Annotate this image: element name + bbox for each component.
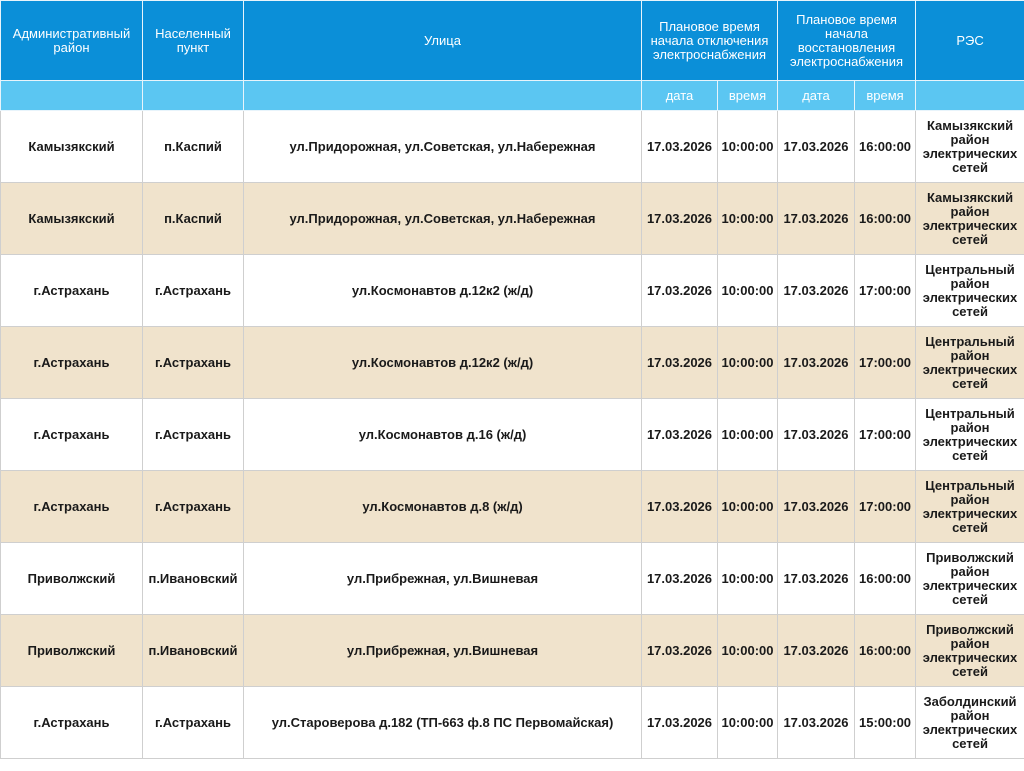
table-row <box>1 183 1024 255</box>
cell-street: ул.Староверова д.182 (ТП-663 ф.8 ПС Первомайская) <box>244 687 642 759</box>
header-off-time: Плановое время начала отключения электроснабжения <box>642 1 778 81</box>
table-row <box>1 471 1024 543</box>
cell-on-date: 17.03.2026 <box>778 615 855 687</box>
cell-district: Камызякский <box>1 183 143 255</box>
table-subheader-row <box>1 81 1024 111</box>
cell-off-time: 10:00:00 <box>718 687 778 759</box>
header-on-time: Плановое время начала восстановления электроснабжения <box>778 1 916 81</box>
cell-on-date: 17.03.2026 <box>778 543 855 615</box>
cell-off-time: 10:00:00 <box>718 399 778 471</box>
cell-street: ул.Космонавтов д.12к2 (ж/д) <box>244 327 642 399</box>
cell-off-date: 17.03.2026 <box>642 471 718 543</box>
cell-res: Камызякский район электрических сетей <box>916 183 1024 255</box>
cell-res: Приволжский район электрических сетей <box>916 615 1024 687</box>
cell-off-date: 17.03.2026 <box>642 111 718 183</box>
subheader-empty <box>244 81 642 111</box>
cell-on-date: 17.03.2026 <box>778 111 855 183</box>
cell-on-date: 17.03.2026 <box>778 687 855 759</box>
subheader-off-time: время <box>718 81 778 111</box>
cell-settlement: п.Ивановский <box>143 543 244 615</box>
cell-street: ул.Прибрежная, ул.Вишневая <box>244 615 642 687</box>
cell-district: г.Астрахань <box>1 687 143 759</box>
cell-district: Приволжский <box>1 615 143 687</box>
cell-settlement: г.Астрахань <box>143 471 244 543</box>
cell-street: ул.Прибрежная, ул.Вишневая <box>244 543 642 615</box>
cell-off-time: 10:00:00 <box>718 255 778 327</box>
table-row <box>1 615 1024 687</box>
subheader-on-date: дата <box>778 81 855 111</box>
subheader-empty <box>916 81 1024 111</box>
cell-res: Камызякский район электрических сетей <box>916 111 1024 183</box>
cell-on-time: 17:00:00 <box>855 471 916 543</box>
cell-res: Центральный район электрических сетей <box>916 471 1024 543</box>
cell-settlement: г.Астрахань <box>143 687 244 759</box>
cell-off-time: 10:00:00 <box>718 327 778 399</box>
header-district: Административный район <box>1 1 143 81</box>
cell-on-time: 17:00:00 <box>855 399 916 471</box>
cell-off-time: 10:00:00 <box>718 111 778 183</box>
cell-off-date: 17.03.2026 <box>642 399 718 471</box>
table-row <box>1 327 1024 399</box>
cell-res: Приволжский район электрических сетей <box>916 543 1024 615</box>
cell-district: г.Астрахань <box>1 399 143 471</box>
cell-on-time: 17:00:00 <box>855 327 916 399</box>
table-header-row <box>1 1 1024 81</box>
cell-settlement: п.Каспий <box>143 183 244 255</box>
table-row <box>1 255 1024 327</box>
cell-district: г.Астрахань <box>1 255 143 327</box>
subheader-on-time: время <box>855 81 916 111</box>
cell-res: Центральный район электрических сетей <box>916 399 1024 471</box>
cell-settlement: г.Астрахань <box>143 399 244 471</box>
cell-district: Камызякский <box>1 111 143 183</box>
table-row <box>1 687 1024 759</box>
cell-on-time: 16:00:00 <box>855 111 916 183</box>
table-row <box>1 399 1024 471</box>
cell-district: г.Астрахань <box>1 471 143 543</box>
header-res: РЭС <box>916 1 1024 81</box>
cell-off-time: 10:00:00 <box>718 183 778 255</box>
cell-street: ул.Придорожная, ул.Советская, ул.Набережная <box>244 183 642 255</box>
cell-res: Заболдинский район электрических сетей <box>916 687 1024 759</box>
cell-on-date: 17.03.2026 <box>778 327 855 399</box>
header-street: Улица <box>244 1 642 81</box>
cell-off-time: 10:00:00 <box>718 471 778 543</box>
cell-off-date: 17.03.2026 <box>642 615 718 687</box>
cell-on-time: 17:00:00 <box>855 255 916 327</box>
cell-settlement: г.Астрахань <box>143 255 244 327</box>
cell-on-time: 15:00:00 <box>855 687 916 759</box>
cell-res: Центральный район электрических сетей <box>916 255 1024 327</box>
cell-off-date: 17.03.2026 <box>642 687 718 759</box>
cell-on-date: 17.03.2026 <box>778 471 855 543</box>
cell-on-date: 17.03.2026 <box>778 255 855 327</box>
cell-street: ул.Космонавтов д.16 (ж/д) <box>244 399 642 471</box>
cell-street: ул.Космонавтов д.8 (ж/д) <box>244 471 642 543</box>
cell-off-date: 17.03.2026 <box>642 255 718 327</box>
subheader-off-date: дата <box>642 81 718 111</box>
subheader-empty <box>1 81 143 111</box>
table-row <box>1 543 1024 615</box>
cell-on-time: 16:00:00 <box>855 183 916 255</box>
cell-off-date: 17.03.2026 <box>642 543 718 615</box>
cell-on-date: 17.03.2026 <box>778 399 855 471</box>
cell-settlement: п.Ивановский <box>143 615 244 687</box>
cell-on-date: 17.03.2026 <box>778 183 855 255</box>
cell-street: ул.Придорожная, ул.Советская, ул.Набережная <box>244 111 642 183</box>
cell-off-time: 10:00:00 <box>718 543 778 615</box>
cell-street: ул.Космонавтов д.12к2 (ж/д) <box>244 255 642 327</box>
cell-settlement: г.Астрахань <box>143 327 244 399</box>
cell-off-date: 17.03.2026 <box>642 183 718 255</box>
cell-on-time: 16:00:00 <box>855 543 916 615</box>
cell-district: г.Астрахань <box>1 327 143 399</box>
table-row <box>1 111 1024 183</box>
cell-district: Приволжский <box>1 543 143 615</box>
cell-settlement: п.Каспий <box>143 111 244 183</box>
header-settlement: Населенный пункт <box>143 1 244 81</box>
cell-res: Центральный район электрических сетей <box>916 327 1024 399</box>
subheader-empty <box>143 81 244 111</box>
cell-off-date: 17.03.2026 <box>642 327 718 399</box>
cell-on-time: 16:00:00 <box>855 615 916 687</box>
cell-off-time: 10:00:00 <box>718 615 778 687</box>
